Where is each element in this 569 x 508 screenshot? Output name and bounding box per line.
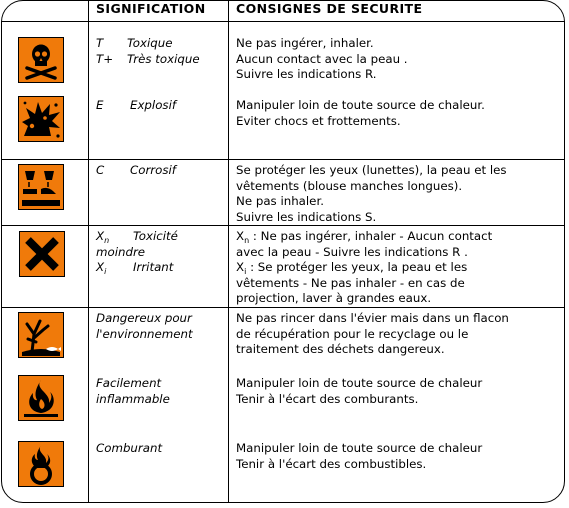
toxic-signification <box>96 36 200 67</box>
hazard-label: moindre <box>96 244 146 259</box>
consigne-line: Se protéger les yeux (lunettes), la peau et les <box>236 163 507 177</box>
explosion-icon <box>18 96 64 142</box>
consigne-line: Manipuler loin de toute source de chaleur <box>236 376 483 390</box>
explosive-signification <box>96 98 176 114</box>
header-consignes: CONSIGNES DE SECURITE <box>236 1 423 16</box>
toxic-consignes <box>236 36 408 83</box>
consigne-line: Tenir à l'écart des combustibles. <box>236 456 427 471</box>
hazard-code: T+ <box>96 51 114 66</box>
consigne-line: vêtements (blouse manches longues). <box>236 178 463 193</box>
very-toxic-line <box>96 52 200 68</box>
hazard-label: l'environnement <box>96 326 193 341</box>
consigne-line: Ne pas rincer dans l'évier mais dans un flacon <box>236 311 509 325</box>
corrosive-consignes <box>236 163 507 225</box>
oxidizer-consignes <box>236 441 482 472</box>
hazard-label: inflammable <box>96 391 170 406</box>
row-divider <box>1 21 565 22</box>
consigne-line: Tenir à l'écart des comburants. <box>236 391 419 406</box>
consigne-line: Manipuler loin de toute source de chaleur. <box>236 98 485 112</box>
row-divider <box>1 159 565 160</box>
flammable-signification <box>96 376 170 407</box>
toxic-line <box>96 36 200 52</box>
hazard-label: Explosif <box>130 98 176 112</box>
hazard-code: X <box>96 260 105 274</box>
environment-signification <box>96 311 193 342</box>
column-divider <box>88 0 89 503</box>
hazard-code: T <box>96 36 104 50</box>
consigne-line: projection, laver à grandes eaux. <box>236 291 432 305</box>
hazard-code: X <box>236 260 245 274</box>
consigne-line: Suivre les indications R. <box>236 67 377 81</box>
skull-crossbones-icon <box>18 37 64 83</box>
hazard-label: Toxique <box>127 36 173 50</box>
hazard-code: X <box>236 229 245 243</box>
hazard-label: Irritant <box>133 260 174 274</box>
row-divider <box>1 225 565 226</box>
corrosive-icon <box>18 164 64 210</box>
consigne-line: Suivre les indications S. <box>236 209 377 224</box>
hazard-code: E <box>96 98 104 112</box>
saint-andrew-cross-icon <box>19 231 65 277</box>
consigne-line: avec la peau - Suivre les indications R . <box>236 244 468 259</box>
consigne-line <box>236 260 492 276</box>
flammable-consignes <box>236 376 482 407</box>
hazard-label: Toxicité <box>133 229 178 243</box>
flame-icon <box>18 375 64 421</box>
hazard-code-sub: n <box>104 236 110 245</box>
hazard-code: C <box>96 163 105 177</box>
consigne-line: Ne pas inhaler. <box>236 194 324 208</box>
row-divider <box>1 307 565 308</box>
consigne-line: Aucun contact avec la peau . <box>236 51 408 66</box>
consigne-line <box>236 229 492 245</box>
consigne-line: Manipuler loin de toute source de chaleur <box>236 441 483 455</box>
environment-consignes <box>236 311 509 358</box>
consigne-line: traitement des déchets dangereux. <box>236 342 445 356</box>
irritant-line <box>96 260 178 276</box>
harmful-irritant-consignes <box>236 229 492 307</box>
harmful-line <box>96 229 178 245</box>
harmful-irritant-signification <box>96 229 178 276</box>
consigne-line: de récupération pour le recyclage ou le <box>236 326 469 341</box>
corrosive-signification <box>96 163 176 179</box>
hazard-label: Dangereux pour <box>96 311 192 325</box>
consigne-line: Ne pas ingérer, inhaler. <box>236 36 374 50</box>
hazard-code-sub: i <box>104 267 107 276</box>
hazard-label: Facilement <box>96 376 162 390</box>
hazard-code-sub: n <box>244 236 250 245</box>
oxidizer-signification <box>96 441 162 457</box>
consigne-line: Eviter chocs et frottements. <box>236 113 401 128</box>
column-divider <box>228 0 229 503</box>
dead-tree-fish-icon <box>18 312 64 358</box>
explosive-consignes <box>236 98 485 129</box>
hazard-label: Comburant <box>96 441 163 455</box>
header-signification: SIGNIFICATION <box>96 1 206 16</box>
consigne-text: : Ne pas ingérer, inhaler - Aucun contact <box>249 229 493 243</box>
hazard-label: Très toxique <box>127 51 200 66</box>
flame-over-circle-icon <box>18 441 64 487</box>
hazard-code: X <box>96 229 105 243</box>
hazard-label: Corrosif <box>130 163 176 177</box>
consigne-text: : Se protéger les yeux, la peau et les <box>246 260 468 274</box>
hazard-code-sub: i <box>244 267 247 276</box>
consigne-line: vêtements - Ne pas inhaler - en cas de <box>236 275 465 290</box>
